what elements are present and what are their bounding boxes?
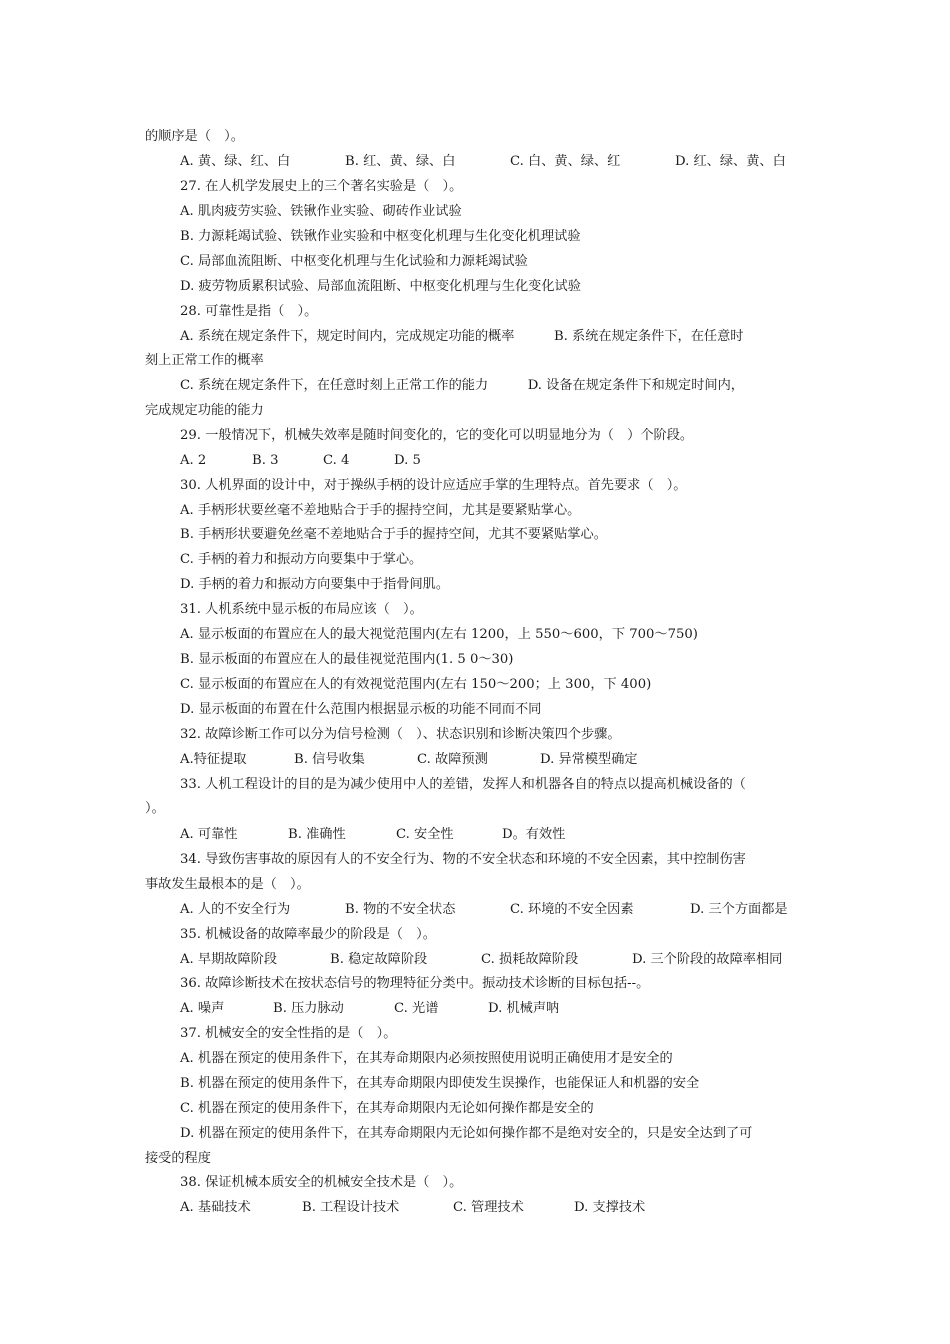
question-30-option-a: A. 手柄形状要丝毫不差地贴合于手的握持空间，尤其是要紧贴掌心。 (180, 503, 581, 518)
option-a: A. 噪声 (180, 1001, 225, 1016)
option-a: A. 基础技术 (180, 1200, 251, 1215)
option-b: B. 工程设计技术 (302, 1200, 400, 1215)
option-c: C. 白、黄、绿、红 (510, 154, 621, 169)
option-b: B. 3 (252, 453, 279, 468)
question-27: 27. 在人机学发展史上的三个著名实验是（ ）。 (180, 179, 463, 194)
option-c: C. 4 (323, 453, 350, 468)
option-d: D. 红、绿、黄、白 (675, 154, 786, 169)
question-37: 37. 机械安全的安全性指的是（ ）。 (180, 1026, 397, 1041)
question-31: 31. 人机系统中显示板的布局应该（ ）。 (180, 602, 423, 617)
question-31-option-b: B. 显示板面的布置应在人的最佳视觉范围内(1. 5 0～30) (180, 652, 514, 667)
question-30-option-c: C. 手柄的着力和振动方向要集中于掌心。 (180, 552, 423, 567)
question-31-option-d: D. 显示板面的布置在什么范围内根据显示板的功能不同而不同 (180, 702, 542, 717)
option-d: D. 三个阶段的故障率相同 (632, 952, 783, 967)
option-b: B. 准确性 (288, 827, 346, 842)
option-c: C. 环境的不安全因素 (510, 902, 634, 917)
question-31-option-c: C. 显示板面的布置应在人的有效视觉范围内(左右 150～200；上 300，下 400) (180, 677, 652, 692)
question-28-options-cd-cont: 完成规定功能的能力 (145, 403, 264, 418)
question-36: 36. 故障诊断技术在按状态信号的物理特征分类中。振动技术诊断的目标包括--。 (180, 976, 650, 991)
option-c: C. 安全性 (396, 827, 454, 842)
option-b: B. 稳定故障阶段 (330, 952, 428, 967)
question-37-option-a: A. 机器在预定的使用条件下，在其寿命期限内必须按照使用说明正确使用才是安全的 (180, 1051, 673, 1066)
question-37-option-b: B. 机器在预定的使用条件下，在其寿命期限内即使发生误操作，也能保证人和机器的安全 (180, 1076, 700, 1091)
question-30-option-b: B. 手柄形状要避免丝毫不差地贴合于手的握持空间，尤其不要紧贴掌心。 (180, 527, 607, 542)
option-a: A. 人的不安全行为 (180, 902, 291, 917)
question-32: 32. 故障诊断工作可以分为信号检测（ ）、状态识别和诊断决策四个步骤。 (180, 727, 621, 742)
option-a: A. 2 (180, 453, 207, 468)
option-d: D. 5 (394, 453, 421, 468)
question-38: 38. 保证机械本质安全的机械安全技术是（ ）。 (180, 1175, 463, 1190)
option-c: C. 故障预测 (417, 752, 488, 767)
question-33: 33. 人机工程设计的目的是为减少使用中人的差错，发挥人和机器各自的特点以提高机械设备的（ (180, 777, 746, 792)
option-c: C. 损耗故障阶段 (481, 952, 579, 967)
option-d: D。有效性 (502, 827, 566, 842)
question-35: 35. 机械设备的故障率最少的阶段是（ ）。 (180, 927, 436, 942)
option-c: C. 管理技术 (453, 1200, 524, 1215)
option-a: A.特征提取 (180, 752, 247, 767)
question-31-option-a: A. 显示板面的布置应在人的最大视觉范围内(左右 1200，上 550～600，下 700～750) (180, 627, 698, 642)
option-d: D. 三个方面都是 (690, 902, 788, 917)
question-28-options-cd: C. 系统在规定条件下，在任意时刻上正常工作的能力 D. 设备在规定条件下和规定时间内， (180, 378, 744, 393)
question-34: 34. 导致伤害事故的原因有人的不安全行为、物的不安全状态和环境的不安全因素，其中控制伤害 (180, 852, 746, 867)
question-28: 28. 可靠性是指（ ）。 (180, 304, 318, 319)
question-26-tail: 的顺序是（ ）。 (145, 129, 244, 144)
question-30-option-d: D. 手柄的着力和振动方向要集中于指骨间肌。 (180, 577, 450, 592)
question-27-option-b: B. 力源耗竭试验、铁锹作业实验和中枢变化机理与生化变化机理试验 (180, 229, 581, 244)
option-c: C. 光谱 (394, 1001, 439, 1016)
option-a: A. 黄、绿、红、白 (180, 154, 291, 169)
option-b: B. 压力脉动 (273, 1001, 344, 1016)
option-d: D. 机械声呐 (488, 1001, 560, 1016)
question-27-option-c: C. 局部血流阻断、中枢变化机理与生化试验和力源耗竭试验 (180, 254, 528, 269)
option-a: A. 早期故障阶段 (180, 952, 278, 967)
option-d: D. 支撑技术 (574, 1200, 646, 1215)
option-b: B. 红、黄、绿、白 (345, 154, 456, 169)
question-34-cont: 事故发生最根本的是（ ）。 (145, 877, 310, 892)
question-37-option-d: D. 机器在预定的使用条件下，在其寿命期限内无论如何操作都不是绝对安全的，只是安全达到了可 (180, 1126, 753, 1141)
question-30: 30. 人机界面的设计中，对于操纵手柄的设计应适应手掌的生理特点。首先要求（ ）。 (180, 478, 687, 493)
question-28-options-ab: A. 系统在规定条件下，规定时间内，完成规定功能的概率 B. 系统在规定条件下，在任意时 (180, 329, 744, 344)
question-27-option-d: D. 疲劳物质累积试验、局部血流阻断、中枢变化机理与生化变化试验 (180, 279, 581, 294)
option-a: A. 可靠性 (180, 827, 238, 842)
question-29: 29. 一般情况下，机械失效率是随时间变化的，它的变化可以明显地分为（ ）个阶段。 (180, 428, 694, 443)
question-37-option-d-cont: 接受的程度 (145, 1151, 211, 1166)
question-28-options-ab-cont: 刻上正常工作的概率 (145, 353, 264, 368)
question-33-cont: ）。 (145, 801, 165, 816)
option-b: B. 物的不安全状态 (345, 902, 456, 917)
question-27-option-a: A. 肌肉疲劳实验、铁锹作业实验、砌砖作业试验 (180, 204, 462, 219)
option-b: B. 信号收集 (294, 752, 365, 767)
option-d: D. 异常模型确定 (540, 752, 638, 767)
question-37-option-c: C. 机器在预定的使用条件下，在其寿命期限内无论如何操作都是安全的 (180, 1101, 594, 1116)
